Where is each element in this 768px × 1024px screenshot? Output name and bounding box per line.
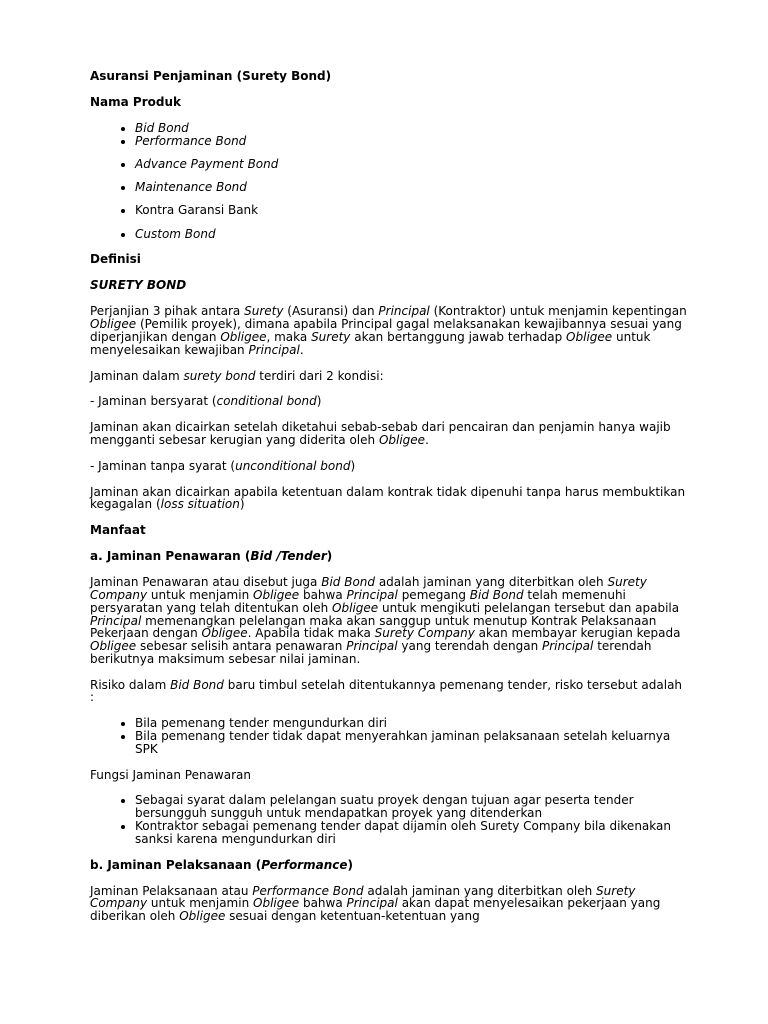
fungsi-item: • Kontraktor sebagai pemenang tender dapat dijamin oleh Surety Company bila dikenakan sanksi karena mengundurkan diri — [135, 820, 688, 846]
product-item: • Advance Payment Bond — [135, 158, 688, 171]
product-item: • Performance Bond — [135, 135, 688, 148]
product-item: • Maintenance Bond — [135, 181, 688, 194]
fungsi-item: • Sebagai syarat dalam pelelangan suatu proyek dengan tujuan agar peserta tender bersungguh sungguh untuk mendapatkan proyek yang ditenderkan — [135, 794, 688, 820]
bid-bond-risk-intro: Risiko dalam Bid Bond baru timbul setelah ditentukannya pemenang tender, risko tersebut adalah : — [90, 677, 683, 705]
definisi-heading: Definisi — [90, 252, 141, 267]
jaminan-penawaran-heading: a. Jaminan Penawaran (Bid /Tender) — [90, 549, 333, 564]
risk-item: • Bila pemenang tender mengundurkan diri — [135, 717, 688, 730]
surety-bond-subheading: SURETY BOND — [90, 278, 187, 293]
nama-produk-heading: Nama Produk — [90, 95, 181, 109]
product-item: • Custom Bond — [135, 228, 688, 241]
jaminan-pelaksanaan-heading: b. Jaminan Pelaksanaan (Performance) — [90, 857, 353, 872]
conditional-bond-text: Jaminan akan dicairkan setelah diketahui sebab-sebab dari pencairan dan penjamin hanya wajib mengganti sebesar kerugian yang diderita oleh Obligee. — [90, 420, 671, 447]
unconditional-bond-label: - Jaminan tanpa syarat (unconditional bond) — [90, 458, 356, 473]
product-item: • Kontra Garansi Bank — [135, 204, 688, 217]
product-item: • Bid Bond — [135, 122, 688, 135]
manfaat-heading: Manfaat — [90, 523, 146, 538]
fungsi-heading: Fungsi Jaminan Penawaran — [90, 767, 251, 782]
document-title: Asuransi Penjaminan (Surety Bond) — [90, 69, 332, 83]
conditional-bond-label: - Jaminan bersyarat (conditional bond) — [90, 394, 322, 409]
risk-list — [90, 717, 688, 755]
bid-bond-paragraph: Jaminan Penawaran atau disebut juga Bid Bond adalah jaminan yang diterbitkan oleh Surety Company untuk menjamin Obligee bahwa Principal pemegang Bid Bond telah memenuhi persyaratan yang telah ditentukan oleh Obligee untuk mengikuti pelelangan tersebut dan apabila Principal memenangkan pelelangan maka akan sanggup untuk menutup Kontrak Pelaksanaan Pekerjaan dengan Obligee. Apabila tidak maka Surety Company akan membayar kerugian kepada Obligee sebesar selisih antara penawaran Principal yang terendah dengan Principal terendah berikutnya maksimum sebesar nilai jaminan. — [90, 575, 681, 666]
performance-bond-paragraph: Jaminan Pelaksanaan atau Performance Bond adalah jaminan yang diterbitkan oleh Surety Company untuk menjamin Obligee bahwa Principal akan dapat menyelesaikan pekerjaan yang diberikan oleh Obligee sesuai dengan ketentuan-ketentuan yang — [90, 883, 661, 924]
definisi-paragraph: Perjanjian 3 pihak antara Surety (Asuransi) dan Principal (Kontraktor) untuk menjamin kepentingan Obligee (Pemilik proyek), dimana apabila Principal gagal melaksanakan kewajibannya sesuai yang diperjanjikan dengan Obligee, maka Surety akan bertanggung jawab terhadap Obligee untuk menyelesaikan kewajiban Principal. — [90, 304, 687, 357]
risk-item: • Bila pemenang tender tidak dapat menyerahkan jaminan pelaksanaan setelah keluarnya SPK — [135, 730, 688, 756]
kondisi-intro: Jaminan dalam surety bond terdiri dari 2 kondisi: — [90, 368, 384, 383]
unconditional-bond-text: Jaminan akan dicairkan apabila ketentuan dalam kontrak tidak dipenuhi tanpa harus membuktikan kegagalan (loss situation) — [90, 484, 686, 512]
product-list — [90, 122, 688, 240]
fungsi-list — [90, 794, 688, 845]
